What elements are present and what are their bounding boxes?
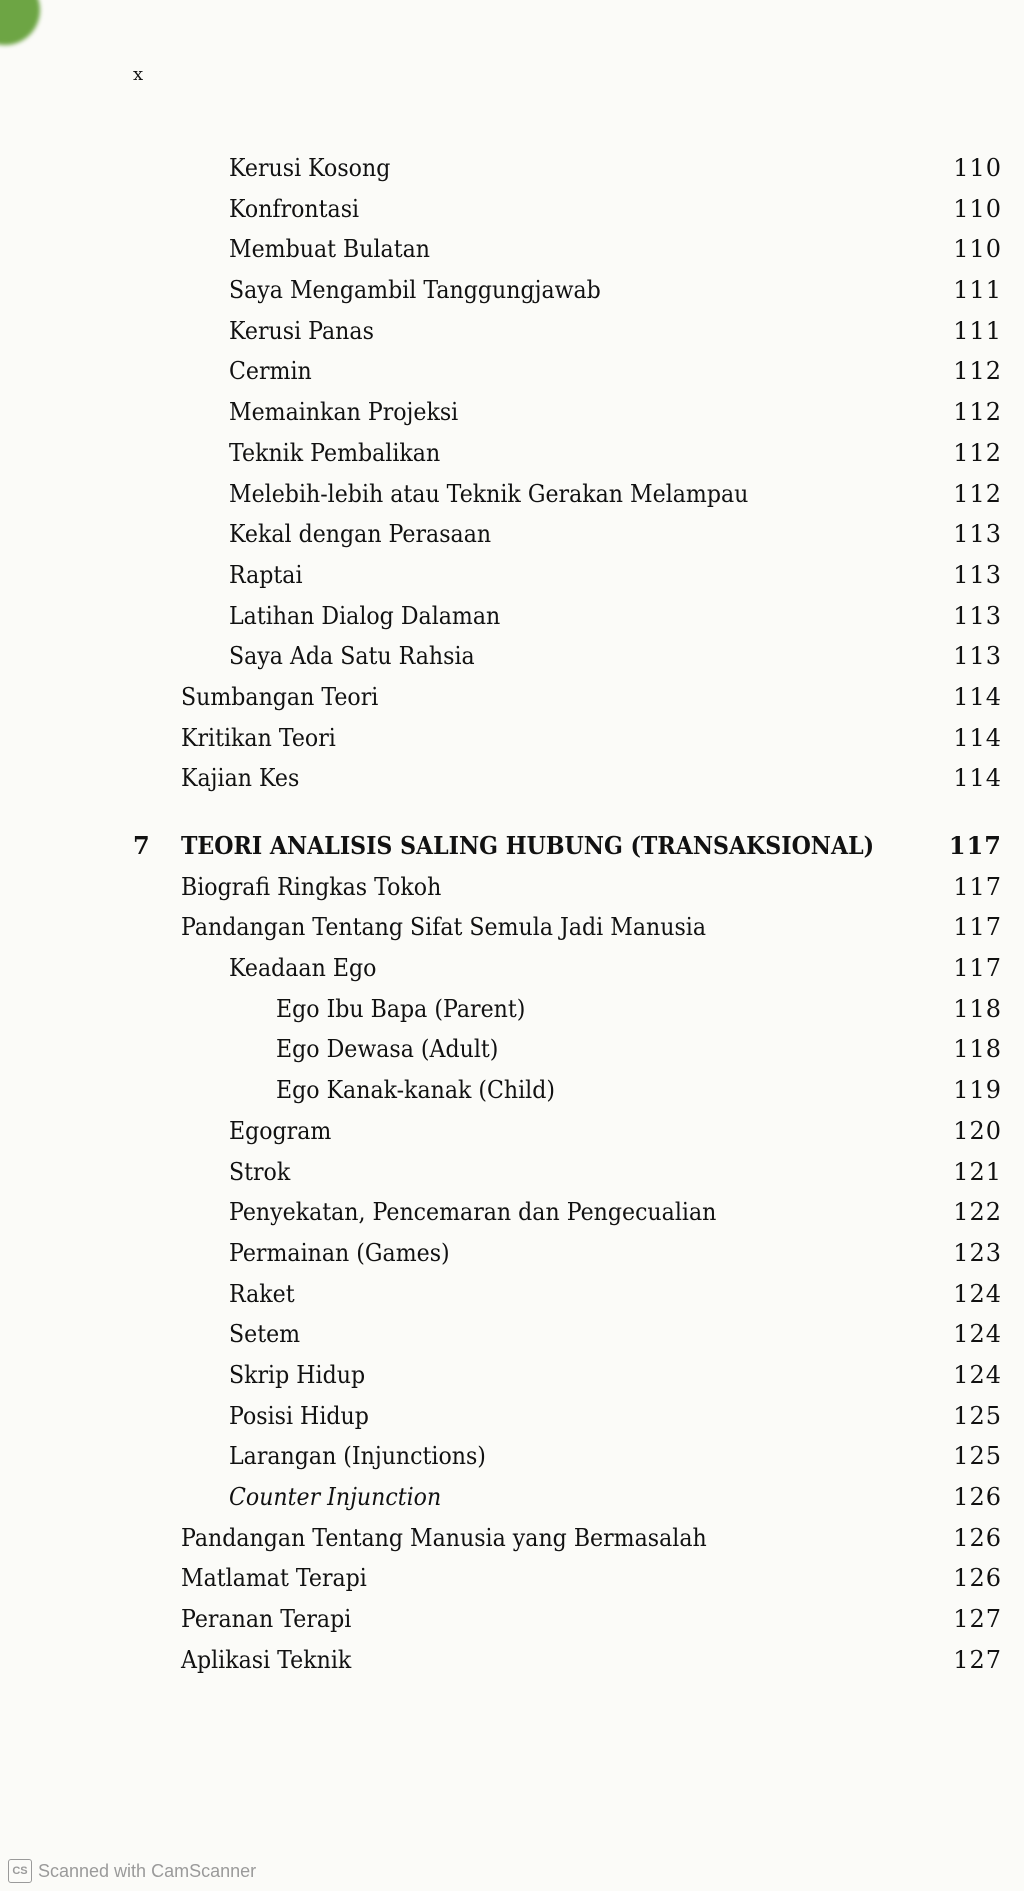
toc-section-label: Kajian Kes xyxy=(181,764,300,793)
toc-page-number: 125 xyxy=(953,1442,1002,1471)
toc-page-number: 112 xyxy=(953,479,1002,508)
toc-entry-label: Larangan (Injunctions) xyxy=(229,1442,486,1471)
toc-page-number: 127 xyxy=(953,1645,1002,1674)
toc-row xyxy=(0,677,1024,718)
toc-row xyxy=(0,1111,1024,1152)
toc-row xyxy=(0,1558,1024,1599)
toc-page-number: 112 xyxy=(953,438,1002,467)
toc-page-number: 125 xyxy=(953,1401,1002,1430)
toc-page-number: 114 xyxy=(953,682,1002,711)
chapter-number: 7 xyxy=(133,831,150,860)
toc-row xyxy=(0,867,1024,908)
toc-page-number: 114 xyxy=(953,723,1002,752)
toc-row xyxy=(0,1152,1024,1193)
toc-row xyxy=(0,392,1024,433)
toc-row xyxy=(0,1396,1024,1437)
toc-row xyxy=(0,1599,1024,1640)
toc-entry-label: Melebih-lebih atau Teknik Gerakan Melampau xyxy=(229,479,749,508)
toc-row xyxy=(0,1640,1024,1681)
toc-page-number: 121 xyxy=(953,1157,1002,1186)
toc-entry-label: Raket xyxy=(229,1279,295,1308)
toc-entry-label: Cermin xyxy=(229,357,312,386)
toc-row xyxy=(0,1192,1024,1233)
toc-page-number: 110 xyxy=(953,235,1002,264)
toc-page-number: 120 xyxy=(953,1116,1002,1145)
toc-row xyxy=(0,1518,1024,1559)
toc-page-number: 117 xyxy=(953,954,1002,983)
toc-page-number: 110 xyxy=(953,154,1002,182)
toc-entry-label: Saya Ada Satu Rahsia xyxy=(229,642,475,671)
toc-row xyxy=(0,718,1024,759)
toc-row xyxy=(0,229,1024,270)
camscanner-icon: CS xyxy=(8,1859,32,1883)
toc-page-number: 111 xyxy=(953,276,1002,305)
toc-section-label: Sumbangan Teori xyxy=(181,682,379,711)
toc-section-label: Matlamat Terapi xyxy=(181,1564,367,1593)
toc-page-number: 110 xyxy=(953,194,1002,223)
toc-row xyxy=(0,1436,1024,1477)
toc-subentry-label: Ego Dewasa (Adult) xyxy=(276,1035,499,1064)
toc-page-number: 126 xyxy=(953,1523,1002,1552)
toc-entry-label: Kerusi Kosong xyxy=(229,154,391,182)
toc-row xyxy=(0,433,1024,474)
page-corner-shadow xyxy=(0,0,40,45)
toc-row xyxy=(0,270,1024,311)
toc-row xyxy=(0,189,1024,230)
toc-chapter-row xyxy=(0,826,1024,867)
toc-entry-label: Skrip Hidup xyxy=(229,1360,366,1389)
toc-subentry-label: Ego Ibu Bapa (Parent) xyxy=(276,994,526,1023)
toc-row xyxy=(0,1274,1024,1315)
scanner-watermark-text: Scanned with CamScanner xyxy=(38,1860,257,1881)
toc-page-number: 118 xyxy=(953,994,1002,1023)
toc-entry-label: Membuat Bulatan xyxy=(229,235,430,264)
toc-row xyxy=(0,907,1024,948)
toc-row xyxy=(0,148,1024,189)
toc-page-number: 113 xyxy=(953,520,1002,549)
toc-page-number: 113 xyxy=(953,642,1002,671)
toc-page-number: 124 xyxy=(953,1279,1002,1308)
toc-page-number: 113 xyxy=(953,601,1002,630)
toc-row xyxy=(0,636,1024,677)
toc-row xyxy=(0,758,1024,799)
toc-page-number: 124 xyxy=(953,1320,1002,1349)
toc-page-number: 111 xyxy=(953,316,1002,345)
toc-row xyxy=(0,474,1024,515)
toc-section-label: Biografi Ringkas Tokoh xyxy=(181,872,442,901)
toc-page-number: 127 xyxy=(953,1605,1002,1634)
chapter-page-number: 117 xyxy=(948,831,1002,860)
toc-row xyxy=(0,1355,1024,1396)
toc-page-number: 119 xyxy=(953,1076,1002,1105)
toc-row xyxy=(0,948,1024,989)
toc-page-number: 126 xyxy=(953,1483,1002,1511)
toc-row xyxy=(0,989,1024,1030)
toc-entry-label: Penyekatan, Pencemaran dan Pengecualian xyxy=(229,1198,717,1227)
toc-row xyxy=(0,514,1024,555)
toc-row xyxy=(0,1477,1024,1518)
toc-page-number: 113 xyxy=(953,560,1002,589)
toc-row xyxy=(0,596,1024,637)
toc-page-number: 117 xyxy=(953,913,1002,942)
table-of-contents xyxy=(0,148,1024,1680)
toc-page-number: 124 xyxy=(953,1360,1002,1389)
toc-entry-label: Raptai xyxy=(229,560,303,589)
toc-page-number: 114 xyxy=(953,764,1002,793)
scanner-watermark xyxy=(8,1859,256,1883)
toc-page-number: 122 xyxy=(953,1198,1002,1227)
toc-page-number: 117 xyxy=(953,872,1002,901)
toc-page-number: 126 xyxy=(953,1564,1002,1593)
toc-row xyxy=(0,1029,1024,1070)
toc-section-label: Kritikan Teori xyxy=(181,723,336,752)
toc-row xyxy=(0,1070,1024,1111)
toc-entry-label: Kekal dengan Perasaan xyxy=(229,520,492,549)
corner-mark: x xyxy=(133,64,144,85)
toc-section-label: Peranan Terapi xyxy=(181,1605,352,1634)
toc-entry-label: Memainkan Projeksi xyxy=(229,398,459,427)
toc-section-label: Pandangan Tentang Manusia yang Bermasalah xyxy=(181,1523,707,1552)
toc-entry-label: Strok xyxy=(229,1157,291,1186)
toc-row xyxy=(0,1314,1024,1355)
toc-row xyxy=(0,351,1024,392)
toc-entry-label: Posisi Hidup xyxy=(229,1401,369,1430)
toc-entry-label: Permainan (Games) xyxy=(229,1238,450,1267)
chapter-title: TEORI ANALISIS SALING HUBUNG (TRANSAKSIONAL) xyxy=(181,831,875,860)
toc-section-label: Pandangan Tentang Sifat Semula Jadi Manusia xyxy=(181,913,707,942)
toc-entry-label: Keadaan Ego xyxy=(229,954,377,983)
toc-entry-label: Setem xyxy=(229,1320,301,1349)
toc-entry-label: Konfrontasi xyxy=(229,194,360,223)
toc-entry-label: Kerusi Panas xyxy=(229,316,374,345)
toc-section-label: Aplikasi Teknik xyxy=(181,1645,352,1674)
toc-entry-label: Teknik Pembalikan xyxy=(229,438,441,467)
toc-row xyxy=(0,555,1024,596)
toc-subentry-label: Ego Kanak-kanak (Child) xyxy=(276,1076,555,1105)
toc-entry-label: Saya Mengambil Tanggungjawab xyxy=(229,276,601,305)
toc-page-number: 118 xyxy=(953,1035,1002,1064)
toc-page-number: 123 xyxy=(953,1238,1002,1267)
toc-row xyxy=(0,1233,1024,1274)
toc-page-number: 112 xyxy=(953,398,1002,427)
toc-entry-label: Egogram xyxy=(229,1116,332,1145)
toc-entry-label: Latihan Dialog Dalaman xyxy=(229,601,501,630)
toc-page-number: 112 xyxy=(953,357,1002,386)
toc-row xyxy=(0,311,1024,352)
toc-entry-label: Counter Injunction xyxy=(229,1483,442,1511)
